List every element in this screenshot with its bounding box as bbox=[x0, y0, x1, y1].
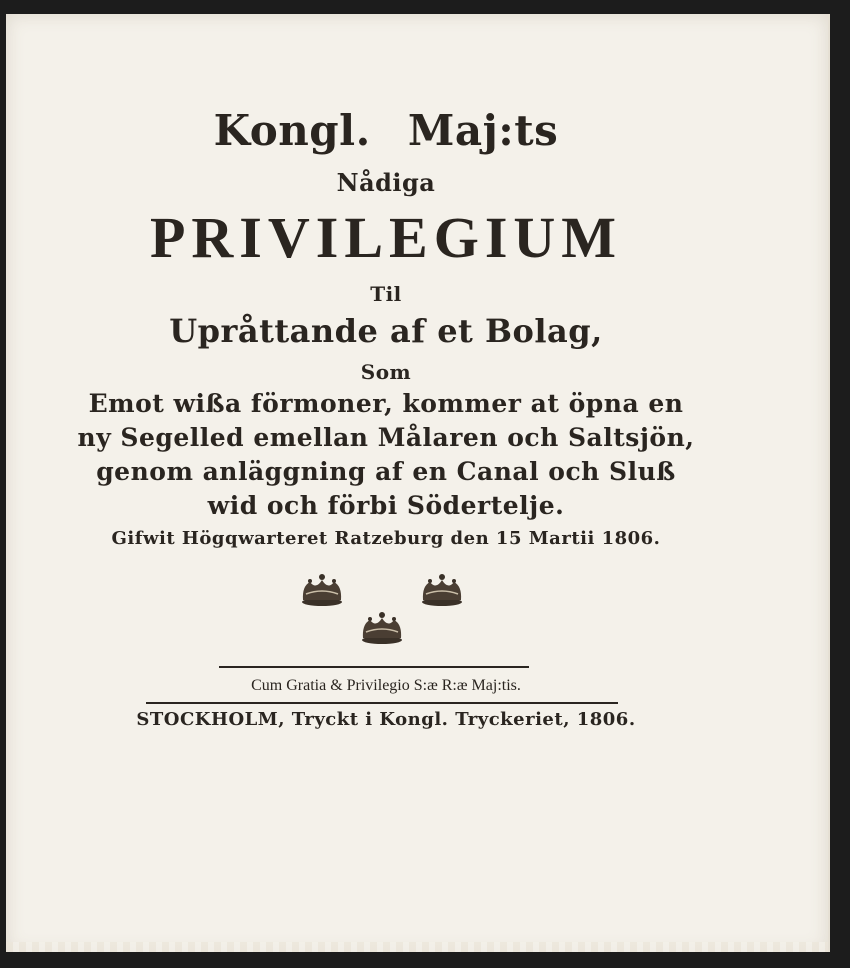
crown-icon bbox=[298, 572, 346, 608]
body-line-4: wid och förbi Södertelje. bbox=[207, 491, 565, 520]
body-line-2: ny Segelled emellan Målaren och Saltsjön, bbox=[77, 423, 695, 452]
divider bbox=[219, 666, 529, 668]
crown-icon bbox=[418, 572, 466, 608]
body-line-1: Emot wißa förmoner, kommer at öpna en bbox=[88, 389, 684, 418]
body-line-3: genom anläggning af en Canal och Sluß bbox=[96, 457, 676, 486]
purpose-line: Upråttande af et Bolag, bbox=[169, 312, 603, 350]
document-heading: PRIVILEGIUM bbox=[149, 205, 623, 270]
document-subtitle: Nådiga bbox=[336, 168, 436, 197]
crown-icon bbox=[358, 610, 406, 646]
som-line: Som bbox=[360, 360, 412, 384]
cum-gratia-line: Cum Gratia & Privilegio S:æ R:æ Maj:tis. bbox=[251, 677, 521, 694]
imprint-line: STOCKHOLM, Tryckt i Kongl. Tryckeriet, 1806. bbox=[136, 709, 636, 730]
til-line: Til bbox=[370, 282, 402, 306]
dateline: Gifwit Högqwarteret Ratzeburg den 15 Martii 1806. bbox=[111, 528, 661, 549]
document-page bbox=[6, 14, 830, 952]
document-title: Kongl. Maj:ts bbox=[213, 106, 559, 155]
divider bbox=[146, 702, 618, 704]
